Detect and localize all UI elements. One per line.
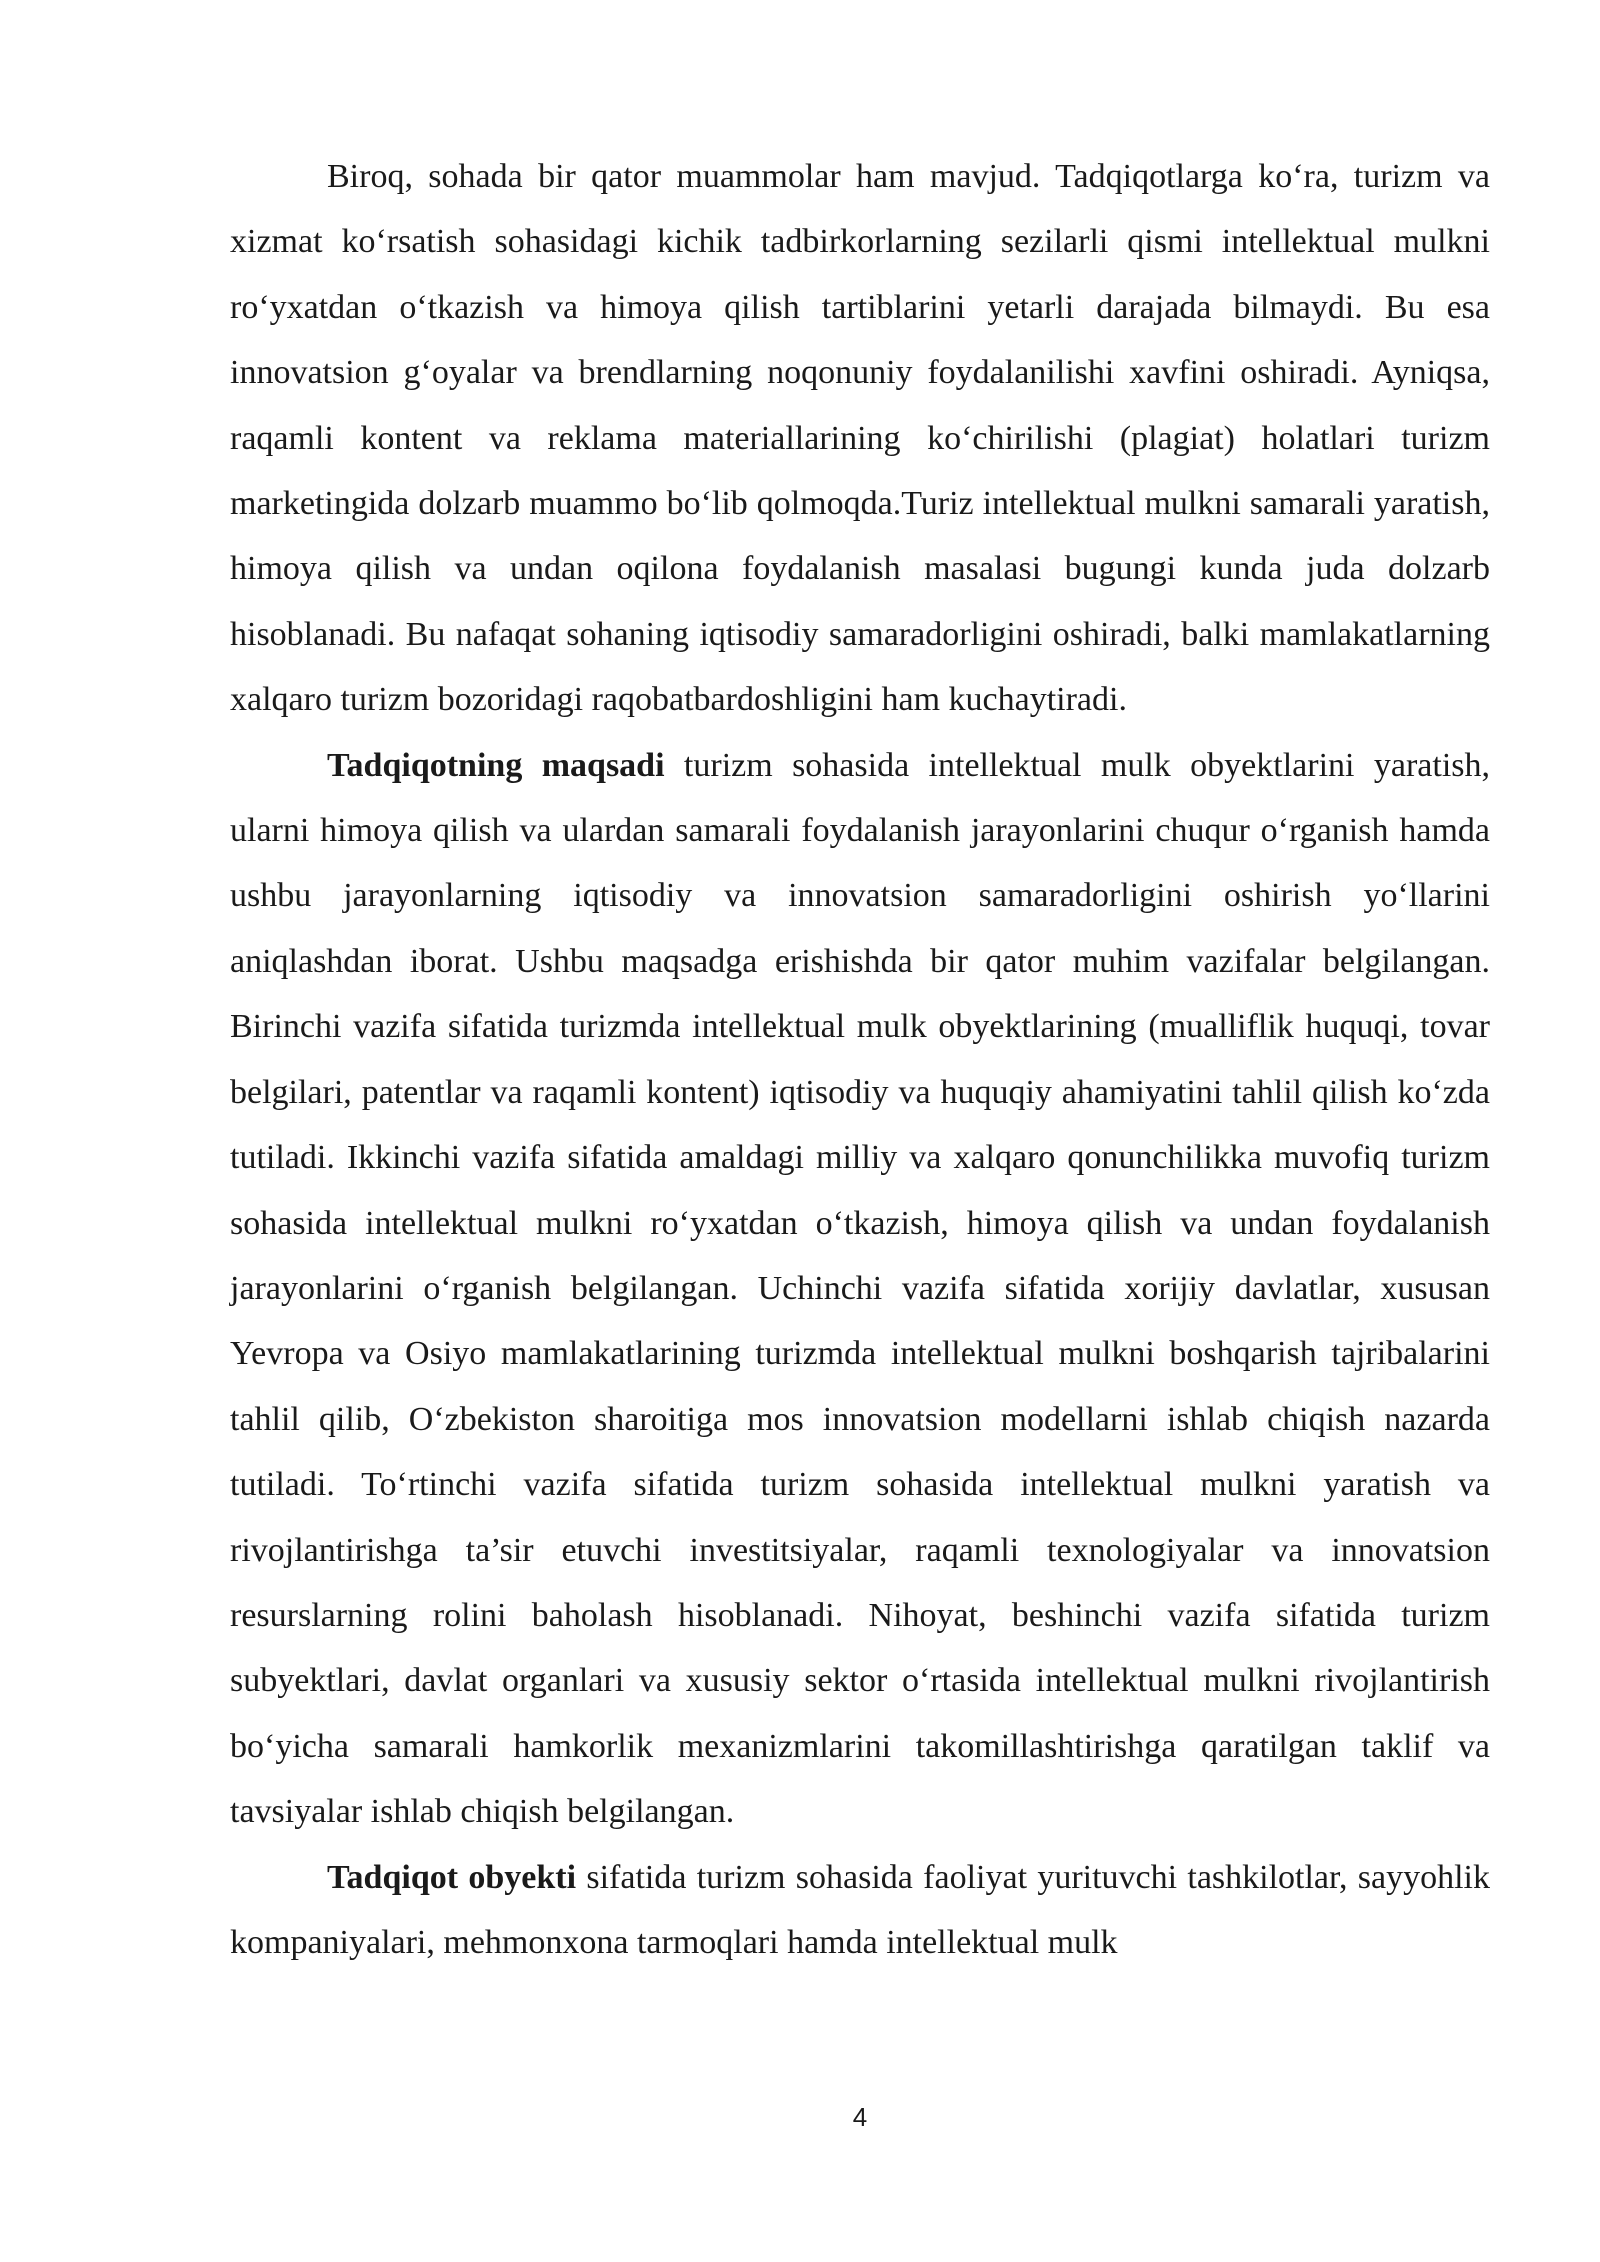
- paragraph-text: Biroq, sohada bir qator muammolar ham mavjud. Tadqiqotlarga ko‘ra, turizm va xizmat ko‘rsatish sohasidagi kichik tadbirkorlarning sezilarli qismi intellektual mulkni ro‘yxatdan o‘tkazish va himoya qilish tartiblarini yetarli darajada bilmaydi. Bu esa innovatsion g‘oyalar va brendlarning noqonuniy foydalanilishi xavfini oshiradi. Ayniqsa, raqamli kontent va reklama materiallarining ko‘chirilishi (plagiat) holatlari turizm marketingida dolzarb muammo bo‘lib qolmoqda.Turiz intellektual mulkni samarali yaratish, himoya qilish va undan oqilona foydalanish masalasi bugungi kunda juda dolzarb hisoblanadi. Bu nafaqat sohaning iqtisodiy samaradorligini oshiradi, balki mamlakatlarning xalqaro turizm bozoridagi raqobatbardoshligini ham kuchaytiradi.: [230, 158, 1490, 719]
- paragraph-text: turizm sohasida intellektual mulk obyektlarini yaratish, ularni himoya qilish va ulardan samarali foydalanish jarayonlarini chuqur o‘rganish hamda ushbu jarayonlarning iqtisodiy va innovatsion samaradorligini oshirish yo‘llarini aniqlashdan iborat. Ushbu maqsadga erishishda bir qator muhim vazifalar belgilangan. Birinchi vazifa sifatida turizmda intellektual mulk obyektlarining (mualliflik huquqi, tovar belgilari, patentlar va raqamli kontent) iqtisodiy va huquqiy ahamiyatini tahlil qilish ko‘zda tutiladi. Ikkinchi vazifa sifatida amaldagi milliy va xalqaro qonunchilikka muvofiq turizm sohasida intellektual mulkni ro‘yxatdan o‘tkazish, himoya qilish va undan foydalanish jarayonlarini o‘rganish belgilangan. Uchinchi vazifa sifatida xorijiy davlatlar, xususan Yevropa va Osiyo mamlakatlarining turizmda intellektual mulkni boshqarish tajribalarini tahlil qilib, O‘zbekiston sharoitiga mos innovatsion modellarni ishlab chiqish nazarda tutiladi. To‘rtinchi vazifa sifatida turizm sohasida intellektual mulkni yaratish va rivojlantirishga ta’sir etuvchi investitsiyalar, raqamli texnologiyalar va innovatsion resurslarning rolini baholash hisoblanadi. Nihoyat, beshinchi vazifa sifatida turizm subyektlari, davlat organlari va xususiy sektor o‘rtasida intellektual mulkni rivojlantirish bo‘yicha samarali hamkorlik mexanizmlarini takomillashtirishga qaratilgan taklif va tavsiyalar ishlab chiqish belgilangan.: [230, 746, 1490, 1831]
- paragraph-research-goal: [230, 733, 1490, 1845]
- paragraph-lead-heading: Tadqiqotning maqsadi: [327, 746, 665, 784]
- paragraph-problems: [230, 144, 1490, 733]
- body-text: [230, 144, 1490, 1975]
- paragraph-research-object: [230, 1845, 1490, 1976]
- paragraph-text: sifatida turizm sohasida faoliyat yurituvchi tashkilotlar, sayyohlik kompaniyalari, mehmonxona tarmoqlari hamda intellektual mulk: [230, 1858, 1490, 1961]
- paragraph-lead-heading: Tadqiqot obyekti: [327, 1858, 577, 1896]
- page-number: 4: [852, 2102, 868, 2132]
